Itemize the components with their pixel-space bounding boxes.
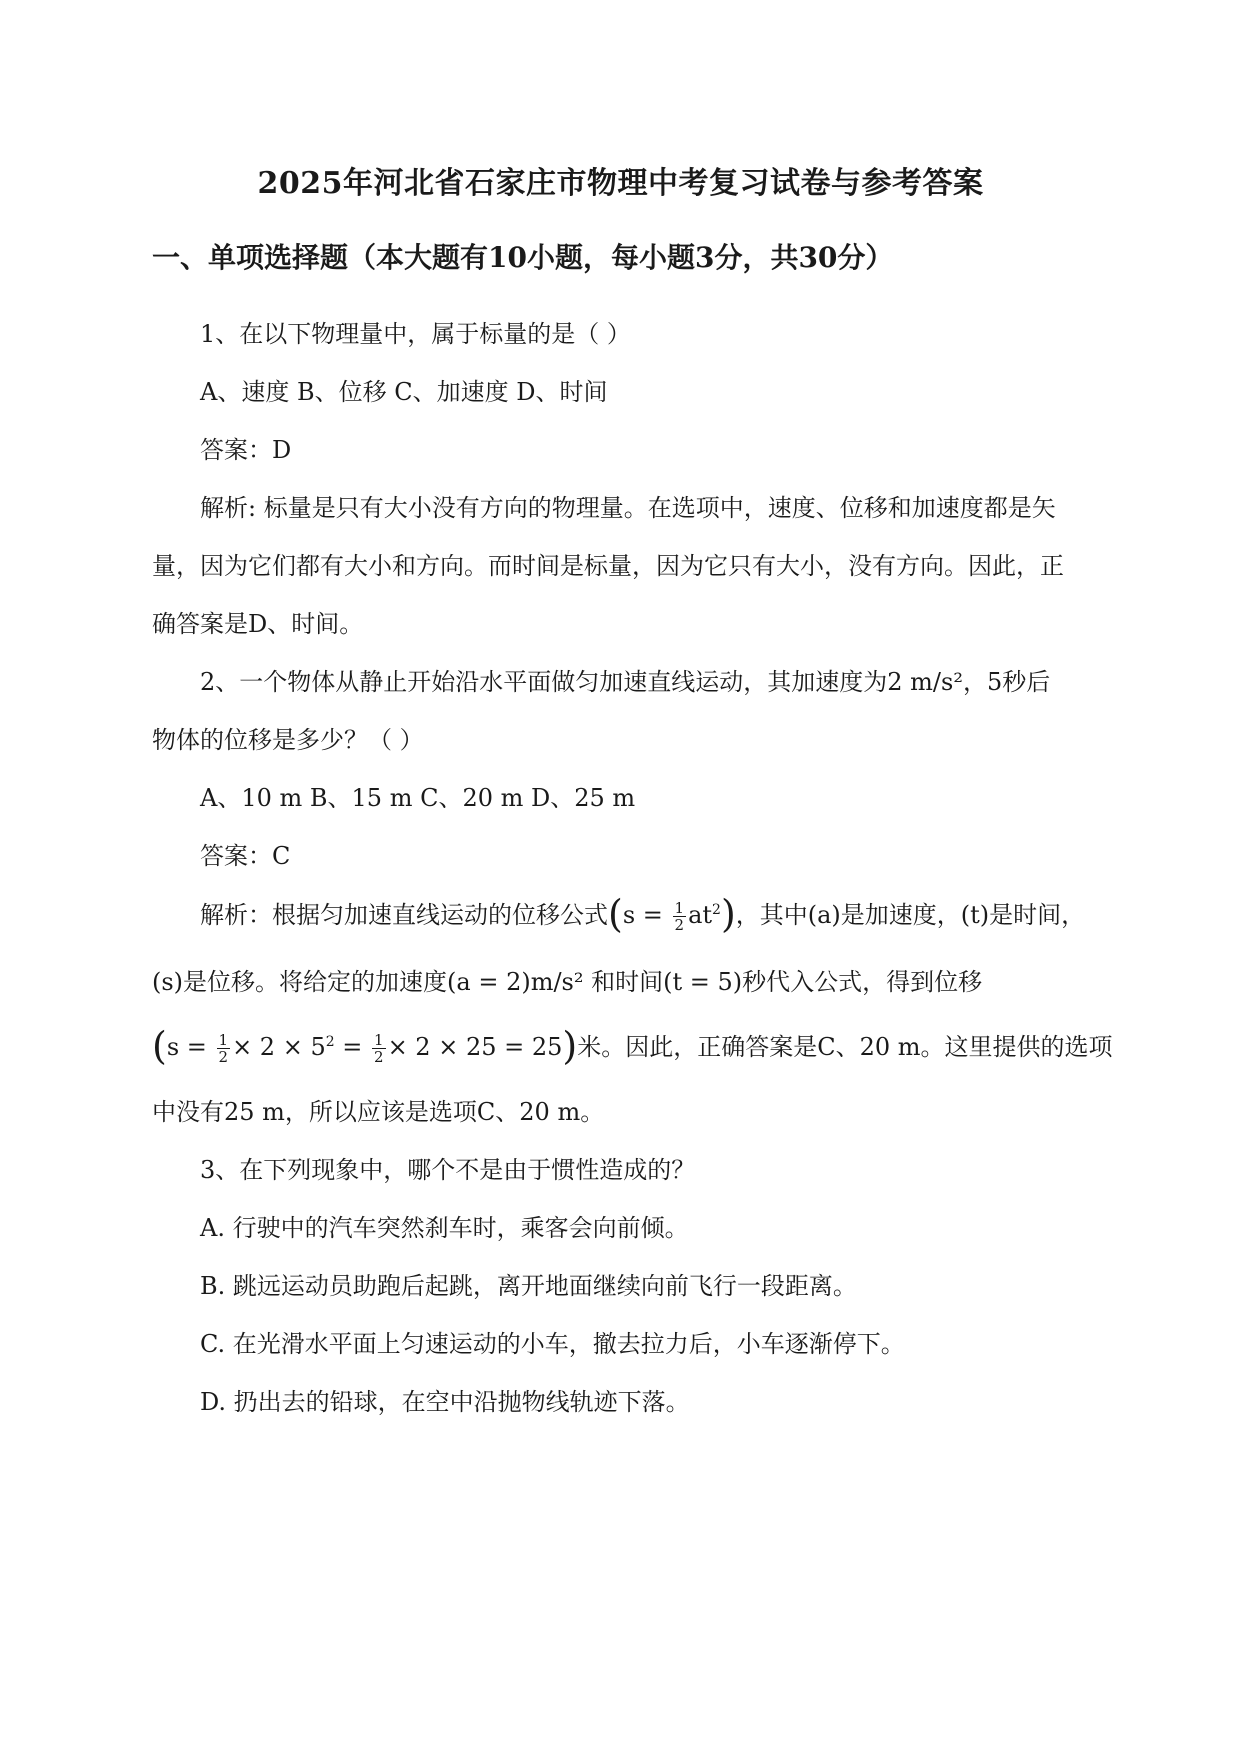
formula-exponent: 2 [712,902,721,918]
q1-analysis-line-1: 解析: 标量是只有大小没有方向的物理量。在选项中，速度、位移和加速度都是矢 [200,494,1056,522]
formula-paren-right: ) [720,892,736,936]
q2-analysis-line-2: (s)是位移。将给定的加速度(a = 2)m/s² 和时间(t = 5)秒代入公式，得到位移 [152,968,983,996]
formula-paren-left: ( [152,1024,167,1068]
fraction-denominator: 2 [218,1048,229,1066]
q3-option-b: B. 跳远运动员助跑后起跳，离开地面继续向前飞行一段距离。 [200,1272,857,1300]
formula-text: s = [622,901,671,929]
formula-paren-right: ) [562,1024,578,1068]
q3-option-d: D. 扔出去的铅球，在空中沿抛物线轨迹下落。 [200,1388,690,1416]
q1-options: A、速度 B、位移 C、加速度 D、时间 [200,378,608,406]
q1-stem: 1、在以下物理量中，属于标量的是（ ） [200,320,631,348]
fraction [217,1032,231,1065]
q2-analysis-line-4: 中没有25 m，所以应该是选项C、20 m。 [152,1098,605,1126]
q1-analysis-line-3: 确答案是D、时间。 [152,610,364,638]
formula-exponent: 2 [325,1034,335,1050]
q1-analysis-line-2: 量，因为它们都有大小和方向。而时间是标量，因为它只有大小，没有方向。因此，正 [152,552,1064,580]
fraction [673,900,687,933]
fraction-denominator: 2 [374,1048,384,1066]
fraction [372,1032,386,1065]
formula-text: × 2 × 25 = 25 [387,1033,563,1061]
q3-option-a: A. 行驶中的汽车突然刹车时，乘客会向前倾。 [200,1214,689,1242]
formula-text: = [334,1033,371,1061]
q2-stem-line-1: 2、一个物体从静止开始沿水平面做匀加速直线运动，其加速度为2 m/s²，5秒后 [200,668,1051,696]
formula-paren-left: ( [608,892,623,936]
fraction-numerator: 1 [374,1031,384,1049]
q2-analysis-text: 米。因此，正确答案是C、20 m。这里提供的选项 [577,1033,1113,1061]
q3-stem: 3、在下列现象中，哪个不是由于惯性造成的？ [200,1156,696,1184]
document-title: 2025年河北省石家庄市物理中考复习试卷与参考答案 [257,166,984,201]
fraction-numerator: 1 [674,899,685,917]
q2-analysis-line-1 [200,892,1085,936]
q2-analysis-text: ，其中(a)是加速度，(t)是时间， [735,901,1086,929]
fraction-numerator: 1 [218,1031,229,1049]
formula-text: × 2 × 5 [232,1033,326,1061]
q2-options: A、10 m B、15 m C、20 m D、25 m [200,784,636,812]
section-heading: 一、单项选择题（本大题有10小题，每小题3分，共30分） [152,241,894,274]
q2-analysis-line-3 [152,1024,1113,1068]
fraction-denominator: 2 [674,916,685,934]
q1-answer: 答案：D [200,436,292,464]
formula-text: at [688,901,713,929]
q2-answer: 答案：C [200,842,291,870]
q3-option-c: C. 在光滑水平面上匀速运动的小车，撤去拉力后，小车逐渐停下。 [200,1330,905,1358]
q2-analysis-text: 解析：根据匀加速直线运动的位移公式 [200,901,608,929]
q2-stem-line-2: 物体的位移是多少？（ ） [152,726,424,754]
formula-text: s = [166,1033,215,1061]
